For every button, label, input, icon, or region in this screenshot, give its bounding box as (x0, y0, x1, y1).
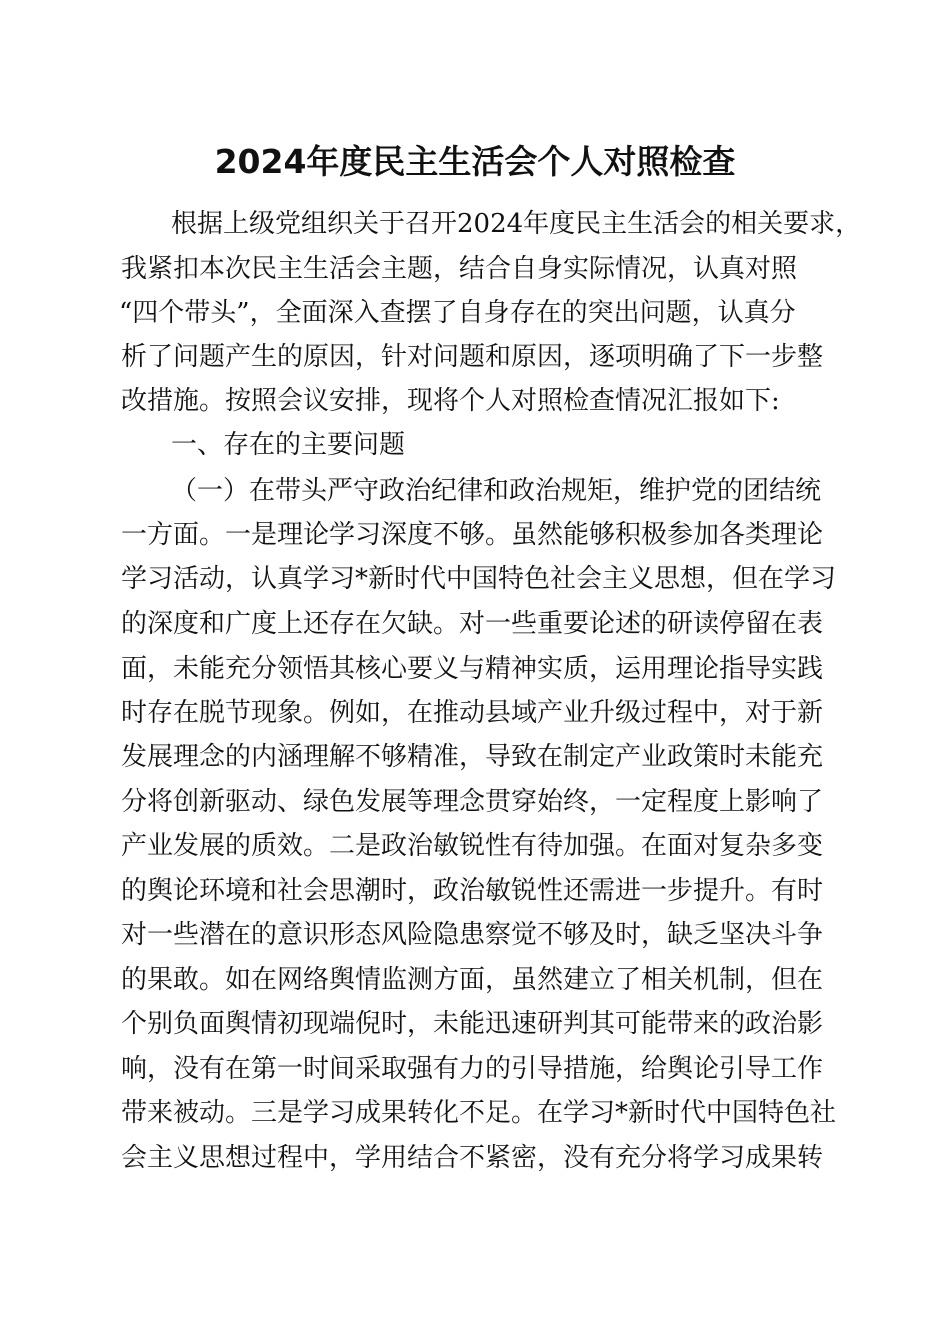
paragraph-line: 析了问题产生的原因，针对问题和原因，逐项明确了下一步整 (121, 342, 824, 372)
paragraph-line: 的果敢。如在网络舆情监测方面，虽然建立了相关机制，但在 (121, 965, 824, 995)
paragraph-line: 根据上级党组织关于召开2024年度民主生活会的相关要求， (171, 209, 862, 239)
paragraph-line: 时存在脱节现象。例如，在推动县域产业升级过程中，对于新 (121, 698, 824, 728)
paragraph-line: 的舆论环境和社会思潮时，政治敏锐性还需进一步提升。有时 (121, 876, 824, 906)
paragraph-line: 发展理念的内涵理解不够精准，导致在制定产业政策时未能充 (121, 742, 824, 772)
paragraph-line: 的深度和广度上还存在欠缺。对一些重要论述的研读停留在表 (121, 609, 824, 639)
document-title: 2024年度民主生活会个人对照检查 (214, 142, 736, 181)
paragraph-line: 我紧扣本次民主生活会主题，结合自身实际情况，认真对照 (121, 254, 798, 284)
paragraph-line: 改措施。按照会议安排，现将个人对照检查情况汇报如下: (121, 386, 780, 416)
paragraph-line: 会主义思想过程中，学用结合不紧密，没有充分将学习成果转 (121, 1143, 824, 1173)
paragraph-line: 个别负面舆情初现端倪时，未能迅速研判其可能带来的政治影 (121, 1009, 824, 1039)
paragraph-line: “四个带头”，全面深入查摆了自身存在的突出问题，认真分 (119, 298, 796, 328)
paragraph-line: 产业发展的质效。二是政治敏锐性有待加强。在面对复杂多变 (121, 831, 824, 861)
paragraph-line: 响，没有在第一时间采取强有力的引导措施，给舆论引导工作 (121, 1054, 824, 1084)
paragraph-line: 对一些潜在的意识形态风险隐患察觉不够及时，缺乏坚决斗争 (121, 920, 824, 950)
paragraph-line: 一方面。一是理论学习深度不够。虽然能够积极参加各类理论 (121, 520, 824, 550)
paragraph-line: 面，未能充分领悟其核心要义与精神实质，运用理论指导实践 (121, 654, 824, 684)
section-heading: 一、存在的主要问题 (171, 430, 406, 460)
paragraph-line: 带来被动。三是学习成果转化不足。在学习*新时代中国特色社 (121, 1098, 837, 1128)
paragraph-line: 学习活动，认真学习*新时代中国特色社会主义思想，但在学习 (121, 564, 837, 594)
paragraph-line: 分将创新驱动、绿色发展等理念贯穿始终，一定程度上影响了 (121, 787, 824, 817)
paragraph-line: （一）在带头严守政治纪律和政治规矩，维护党的团结统 (171, 476, 822, 506)
